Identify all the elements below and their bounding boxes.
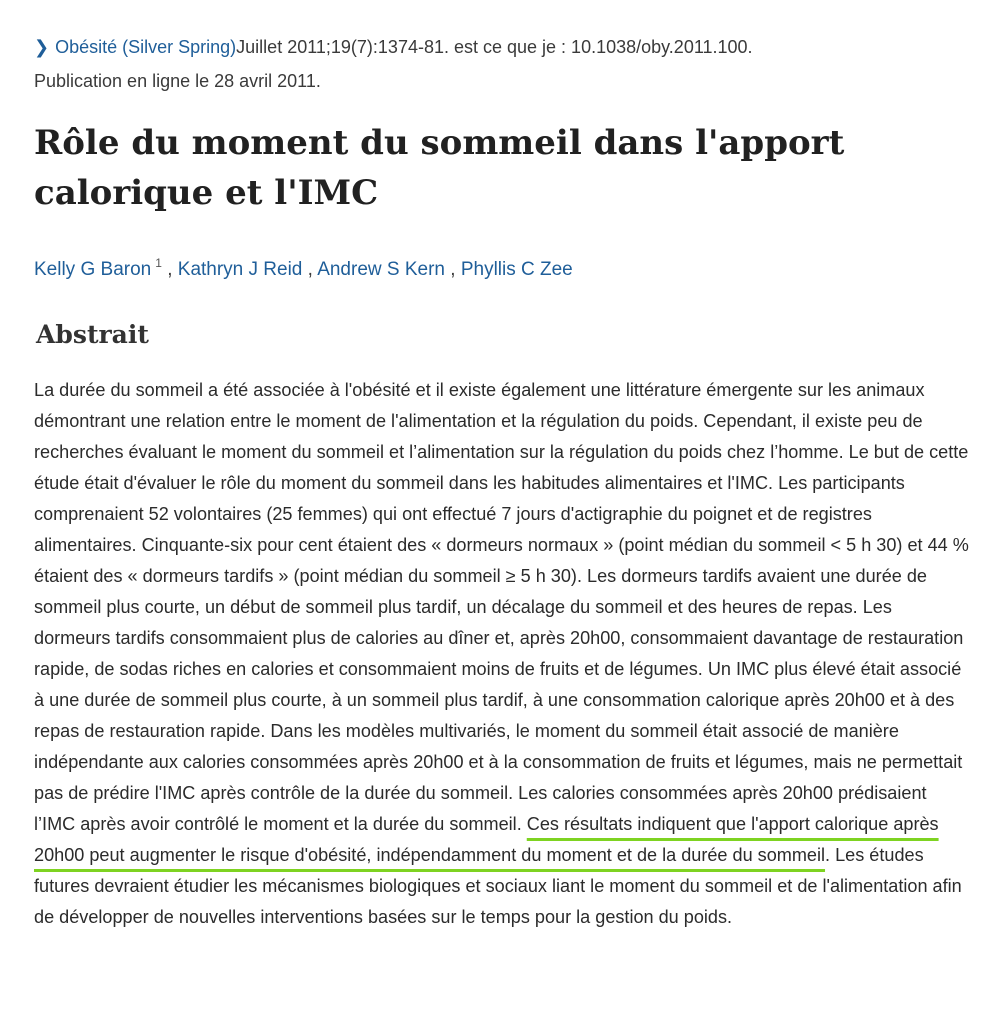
abstract-text-after: . Les études futures devraient étudier les mécanismes biologiques et sociaux liant le moment du sommeil et de l'alimentation afin de développer de nouvelles interventions basées sur le temps pour la gestion du poids.	[34, 845, 962, 927]
abstract-text-before: La durée du sommeil a été associée à l'obésité et il existe également une littérature émergente sur les animaux démontrant une relation entre le moment de l'alimentation et la régulation du poids. Cependant, il existe peu de recherches évaluant le moment du sommeil et l’alimentation sur la régulation du poids chez l’homme. Le but de cette étude était d'évaluer le rôle du moment du sommeil dans les habitudes alimentaires et l'IMC. Les participants comprenaient 52 volontaires (25 femmes) qui ont effectué 7 jours d'actigraphie du poignet et de registres alimentaires. Cinquante-six pour cent étaient des « dormeurs normaux » (point médian du sommeil < 5 h 30) et 44 % étaient des « dormeurs tardifs » (point médian du sommeil ≥ 5 h 30). Les dormeurs tardifs avaient une durée de sommeil plus courte, un début de sommeil plus tardif, un décalage du sommeil et des heures de repas. Les dormeurs tardifs consommaient plus de calories au dîner et, après 20h00, consommaient davantage de restauration rapide, de sodas riches en calories et consommaient moins de fruits et de légumes. Un IMC plus élevé était associé à une durée de sommeil plus courte, à un sommeil plus tardif, à une consommation calorique après 20h00 et à des repas de restauration rapide. Dans les modèles multivariés, le moment du sommeil était associé de manière indépendante aux calories consommées après 20h00 et à la consommation de fruits et légumes, mais ne permettait pas de prédire l'IMC après contrôle de la durée du sommeil. Les calories consommées après 20h00 prédisaient l’IMC après avoir contrôlé le moment et la durée du sommeil.	[34, 380, 969, 834]
author-separator: ,	[302, 259, 318, 280]
author-affiliation-marker[interactable]: 1	[155, 256, 162, 270]
article-title: Rôle du moment du sommeil dans l'apport calorique et l'IMC	[34, 123, 845, 213]
abstract-text	[34, 375, 973, 933]
author-link[interactable]: Kathryn J Reid	[177, 259, 303, 280]
author-link[interactable]: Andrew S Kern	[317, 259, 445, 280]
author-link[interactable]: Kelly G Baron	[34, 259, 152, 280]
citation-details: Juillet 2011;19(7):1374-81. est ce que je : 10.1038/oby.2011.100.	[236, 37, 753, 57]
author-separator: ,	[161, 259, 178, 280]
publication-date: Publication en ligne le 28 avril 2011.	[34, 71, 321, 91]
citation-block	[34, 30, 973, 98]
highlighted-sentence: Ces résultats indiquent que l'apport calorique après 20h00 peut augmenter le risque d'obésité, indépendamment du moment et de la durée du sommeil	[34, 814, 939, 865]
journal-link[interactable]: Obésité (Silver Spring)	[55, 37, 237, 57]
abstract-heading: Abstrait	[36, 320, 149, 349]
chevron-right-icon: ❯	[34, 37, 50, 57]
author-separator: ,	[444, 259, 461, 280]
author-list	[34, 248, 973, 285]
author-link[interactable]: Phyllis C Zee	[460, 259, 573, 280]
